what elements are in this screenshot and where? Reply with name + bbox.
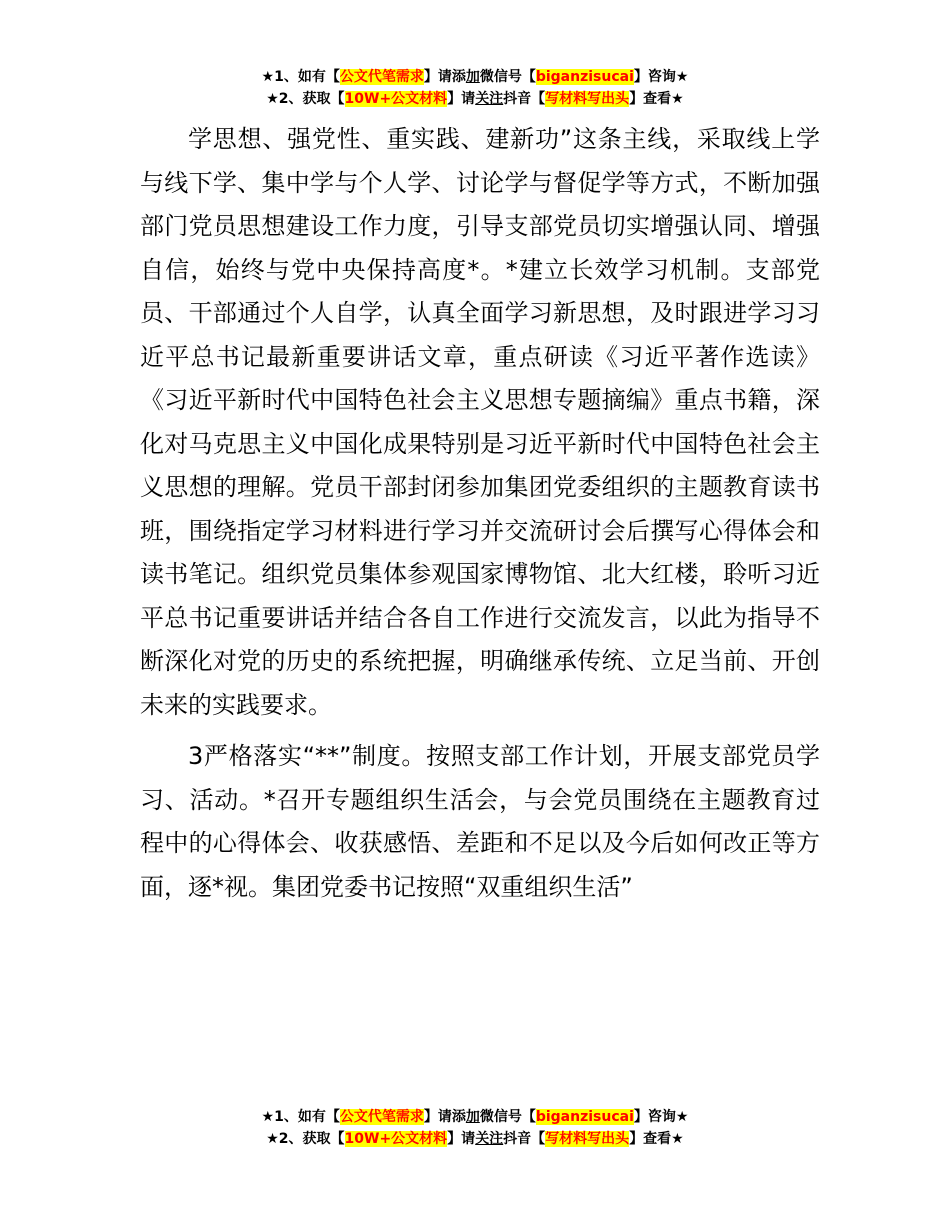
footer-line2-highlight-douyin: 写材料写出头 bbox=[545, 1131, 630, 1147]
header-line2-prefix: ★2、获取【 bbox=[266, 91, 345, 107]
footer-line2-mid2: 抖音【 bbox=[503, 1131, 546, 1147]
footer-line2-prefix: ★2、获取【 bbox=[266, 1131, 345, 1147]
footer-line2-mid1: 】请 bbox=[447, 1131, 476, 1147]
header-line1-prefix: ★1、如有【 bbox=[261, 69, 340, 85]
footer-line1-prefix: ★1、如有【 bbox=[261, 1109, 340, 1125]
body-paragraph-1: 学思想、强党性、重实践、建新功”这条主线，采取线上学与线下学、集中学与个人学、讨论学与督促学等方式，不断加强部门党员思想建设工作力度，引导支部党员切实增强认同、增强自信，始终与党中央保持高度*。*建立长效学习机制。支部党员、干部通过个人自学，认真全面学习新思想，及时跟进学习习近平总书记最新重要讲话文章，重点研读《习近平著作选读》《习近平新时代中国特色社会主义思想专题摘编》重点书籍，深化对马克思主义中国化成果特别是习近平新时代中国特色社会主义思想的理解。党员干部封闭参加集团党委组织的主题教育读书班，围绕指定学习材料进行学习并交流研讨会后撰写心得体会和读书笔记。组织党员集体参观国家博物馆、北大红楼，聆听习近平总书记重要讲话并结合各自工作进行交流发言，以此为指导不断深化对党的历史的系统把握，明确继承传统、立足当前、开创未来的实践要求。 bbox=[140, 125, 820, 719]
body-paragraph-2: 3严格落实“**”制度。按照支部工作计划，开展支部党员学习、活动。*召开专题组织生活会，与会党员围绕在主题教育过程中的心得体会、收获感悟、差距和不足以及今后如何改正等方面，逐*视。集团党委书记按照“双重组织生活” bbox=[140, 742, 820, 901]
document-body bbox=[140, 118, 820, 909]
header-line1-highlight-service: 公文代笔需求 bbox=[339, 69, 424, 85]
footer-line1-highlight-wechat-id: biganzisucai bbox=[535, 1109, 634, 1125]
footer-line2-highlight-materials: 10W+公文材料 bbox=[344, 1131, 448, 1147]
header-line2-suffix: 】查看★ bbox=[629, 91, 684, 107]
footer-line1-suffix: 】咨询★ bbox=[633, 1109, 689, 1125]
footer-line1-emphasis: 加 bbox=[465, 1109, 480, 1125]
header-banner-line-1 bbox=[0, 66, 950, 88]
header-line1-suffix: 】咨询★ bbox=[633, 69, 689, 85]
header-line2-emphasis: 关注 bbox=[475, 91, 504, 107]
footer-line2-suffix: 】查看★ bbox=[629, 1131, 684, 1147]
header-banner bbox=[0, 66, 950, 110]
footer-banner-line-2 bbox=[0, 1128, 950, 1150]
footer-banner bbox=[0, 1106, 950, 1150]
header-line1-mid1: 】请添 bbox=[423, 69, 466, 85]
header-banner-line-2 bbox=[0, 88, 950, 110]
header-line2-mid1: 】请 bbox=[447, 91, 476, 107]
footer-line1-mid1: 】请添 bbox=[423, 1109, 466, 1125]
footer-line1-mid2: 微信号【 bbox=[479, 1109, 536, 1125]
footer-banner-line-1 bbox=[0, 1106, 950, 1128]
header-line2-highlight-materials: 10W+公文材料 bbox=[344, 91, 448, 107]
header-line1-emphasis: 加 bbox=[465, 69, 480, 85]
header-line2-highlight-douyin: 写材料写出头 bbox=[545, 91, 630, 107]
header-line2-mid2: 抖音【 bbox=[503, 91, 546, 107]
header-line1-highlight-wechat-id: biganzisucai bbox=[535, 69, 634, 85]
footer-line2-emphasis: 关注 bbox=[475, 1131, 504, 1147]
footer-line1-highlight-service: 公文代笔需求 bbox=[339, 1109, 424, 1125]
header-line1-mid2: 微信号【 bbox=[479, 69, 536, 85]
